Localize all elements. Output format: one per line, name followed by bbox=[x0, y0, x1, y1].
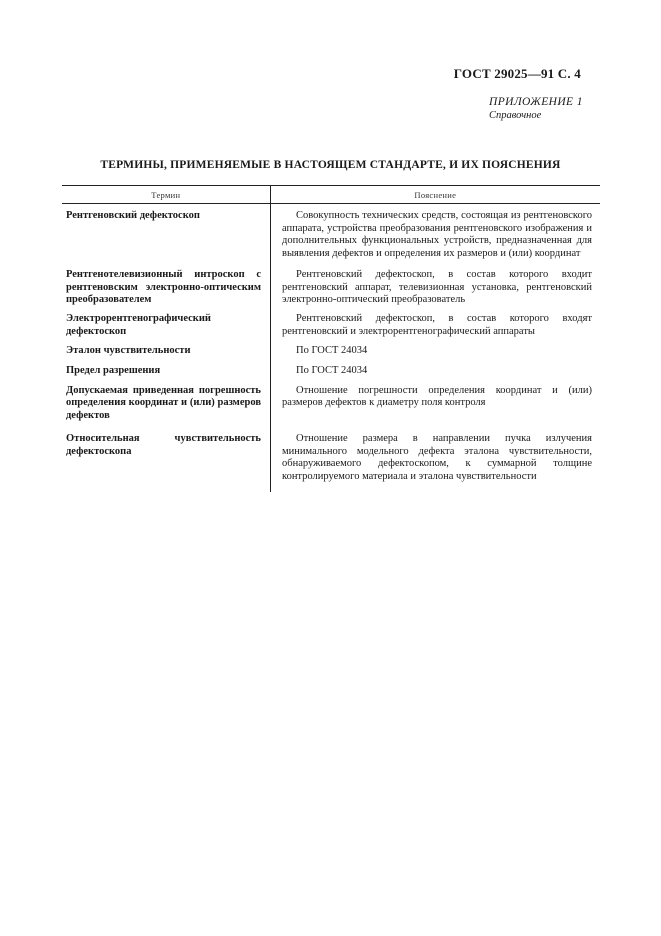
header-explanation: Пояснение bbox=[414, 189, 457, 200]
explanation-cell: Рентгеновский дефектоскоп, в состав которого входят рентгеновский и электрорентгенографический аппараты bbox=[282, 312, 592, 337]
table-row bbox=[62, 378, 600, 423]
table-row bbox=[62, 358, 600, 378]
term-cell: Допускаемая приведенная погрешность определения координат и (или) размеров дефектов bbox=[66, 384, 261, 422]
explanation-cell: Отношение погрешности определения координат и (или) размеров дефектов к диаметру поля контроля bbox=[282, 384, 592, 409]
explanation-cell: Совокупность технических средств, состоящая из рентгеновского аппарата, устройства преобразования рентгеновского изображения и дополнительных функциональных устройств, предназначенная для выявления дефектов и определения их размеров и (или) координат bbox=[282, 210, 592, 260]
table-row bbox=[62, 204, 600, 261]
term-cell: Предел разрешения bbox=[66, 365, 161, 377]
explanation-cell: Отношение размера в направлении пучка излучения минимального модельного дефекта эталона чувствительности, обнаруживаемого дефектоскопом, к суммарной толщине контролируемого материала и эталона чувствительности bbox=[282, 432, 592, 482]
table-row bbox=[62, 423, 600, 484]
table-row bbox=[62, 261, 600, 307]
page-title: ТЕРМИНЫ, ПРИМЕНЯЕМЫЕ В НАСТОЯЩЕМ СТАНДАРТЕ, И ИХ ПОЯСНЕНИЯ bbox=[100, 159, 561, 171]
explanation-cell: По ГОСТ 24034 bbox=[296, 365, 368, 377]
terms-table bbox=[62, 185, 600, 484]
term-cell: Рентгенотелевизионный интроскоп с рентгеновским электронно-оптическим преобразователем bbox=[66, 268, 261, 306]
table-row bbox=[62, 338, 600, 358]
table-row bbox=[62, 307, 600, 338]
appendix-title: ПРИЛОЖЕНИЕ 1 bbox=[489, 96, 583, 108]
table-body bbox=[62, 204, 600, 484]
header-term: Термин bbox=[62, 186, 271, 203]
document-code: ГОСТ 29025—91 С. 4 bbox=[453, 66, 581, 81]
explanation-cell: Рентгеновский дефектоскоп, в состав которого входит рентгеновский аппарат, телевизионная установка, рентгеновский электронно-оптический преобразователь bbox=[282, 268, 592, 306]
term-cell: Рентгеновский дефектоскоп bbox=[66, 210, 200, 221]
term-cell: Эталон чувствительности bbox=[66, 345, 191, 357]
appendix-block bbox=[489, 96, 583, 122]
term-cell: Относительная чувствительность дефектоскопа bbox=[66, 432, 261, 457]
table-header bbox=[62, 185, 600, 204]
explanation-cell: По ГОСТ 24034 bbox=[296, 345, 368, 357]
appendix-subtitle: Справочное bbox=[489, 110, 542, 121]
term-cell: Электрорентгенографический дефектоскоп bbox=[66, 312, 211, 337]
